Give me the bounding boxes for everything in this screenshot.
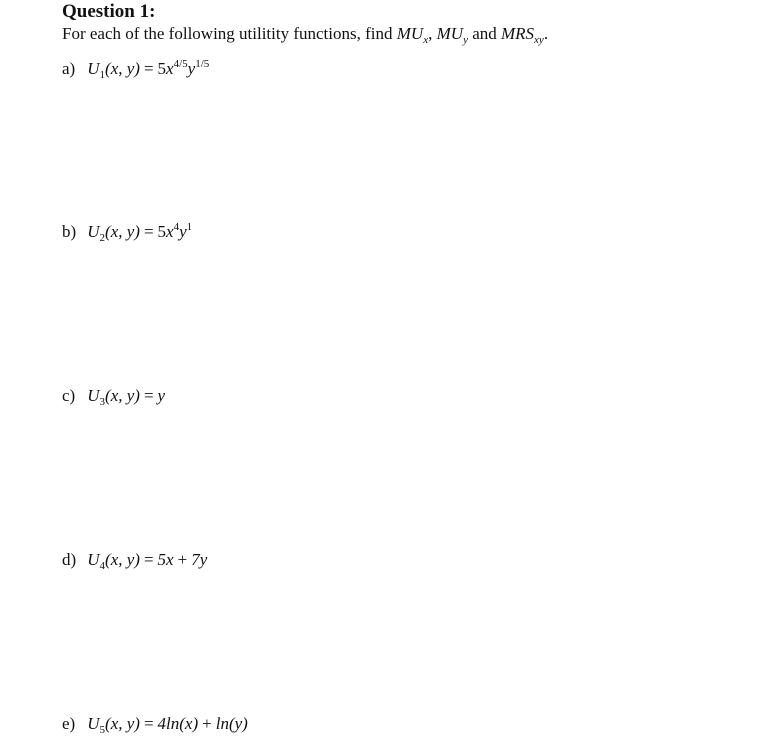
question-instructions: For each of the following utilitity functions, find $MU_x$, $MU_y$ and $MRS_{xy}$.	[62, 24, 549, 46]
utility-function: $U_3(x$, y) = y	[87, 386, 166, 408]
utility-function: $U_2(x$, $y) = 5x^4y^1$	[87, 221, 193, 244]
utility-function: $U_5(x$, y) = 4ln(x) + ln(y)	[87, 714, 248, 736]
item-d	[62, 550, 207, 570]
utility-function: $U_4(x$, y) = 5x + 7y	[87, 550, 208, 572]
marginal-utility-x: $MU_x$	[396, 24, 429, 46]
item-label: c)	[62, 386, 76, 405]
marginal-utility-y: $MU_y$	[436, 24, 468, 46]
item-c	[62, 386, 165, 406]
item-b	[62, 222, 192, 242]
item-label: a)	[62, 59, 76, 78]
item-label: b)	[62, 222, 77, 241]
item-label: d)	[62, 550, 77, 569]
marginal-rate-of-substitution: $MRS_{xy}$	[501, 24, 544, 46]
instructions-text: For each of the following utilitity functions, find	[62, 24, 397, 43]
item-label: e)	[62, 714, 76, 733]
item-a	[62, 59, 209, 79]
utility-function: $U_1(x$, $y) = 5x^{4/5}y^{1/5}$	[87, 58, 210, 81]
question-title: Question 1:	[62, 1, 156, 22]
item-e	[62, 714, 248, 734]
